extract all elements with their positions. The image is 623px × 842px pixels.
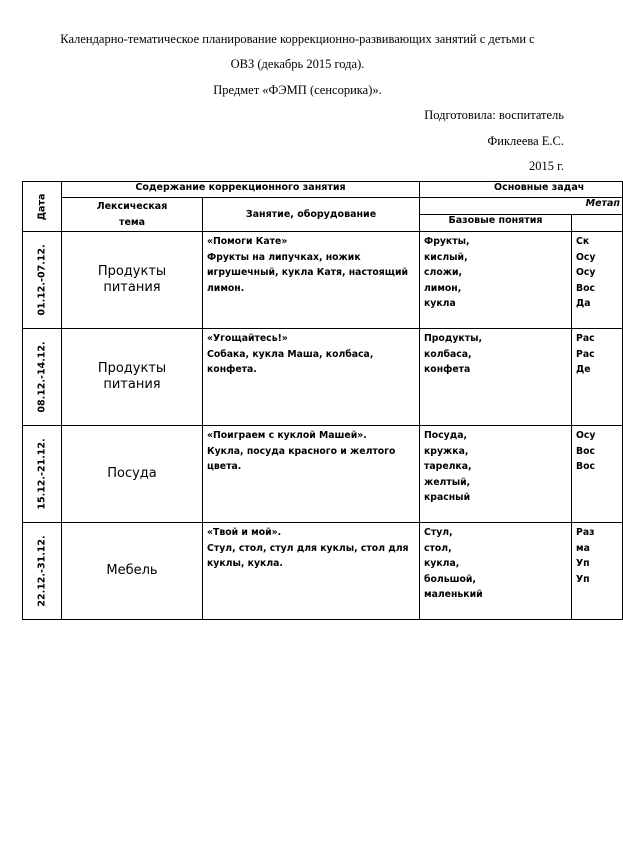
lexical-header-line1: Лексическая (96, 201, 168, 212)
lesson-cell (203, 426, 420, 523)
concept-item: красный (424, 492, 471, 503)
subgroup-header: Метап (420, 198, 623, 215)
author-line: Фиклеева Е.С. (487, 134, 564, 148)
concept-item: маленький (424, 589, 483, 600)
title-line-2: ОВЗ (декабрь 2015 года). (230, 57, 365, 71)
prepared-by-line: Подготовила: воспитатель (424, 108, 564, 122)
concept-item: желтый, (424, 476, 471, 488)
theme-cell (62, 329, 203, 426)
theme-line1: Посуда (107, 466, 157, 481)
tasks-group-header: Основные задач (420, 182, 623, 198)
year-line: 2015 г. (529, 159, 564, 173)
theme-cell (62, 523, 203, 620)
task-item: Вос (576, 445, 595, 457)
concept-item: кислый, (424, 251, 468, 263)
task-item: ма (576, 542, 590, 554)
tasks-cell (572, 232, 623, 329)
lesson-cell (203, 232, 420, 329)
table-row (23, 523, 623, 620)
table-row (23, 426, 623, 523)
title-line-1: Календарно-тематическое планирование коррекционно-развивающих занятий с детьми с (60, 32, 535, 46)
tasks-cell (572, 329, 623, 426)
concept-item: Фрукты, (424, 236, 470, 247)
concept-item: колбаса, (424, 348, 472, 360)
date-label: 15.12.-21.12. (36, 438, 48, 510)
lesson-title: «Поиграем с куклой Машей». (207, 430, 367, 441)
concept-item: лимон, (424, 282, 462, 294)
date-cell (23, 426, 62, 523)
task-item: Вос (576, 461, 595, 472)
planning-table (22, 181, 623, 620)
lesson-equipment: Стул, стол, стул для куклы, стол для куклы, кукла. (207, 542, 409, 569)
lesson-equipment: Собака, кукла Маша, колбаса, конфета. (207, 348, 374, 375)
theme-line1: Мебель (106, 563, 158, 578)
date-cell (23, 329, 62, 426)
tasks-subheader-empty (572, 215, 623, 232)
basic-concepts-header: Базовые понятия (420, 215, 572, 232)
lesson-title: «Угощайтесь!» (207, 333, 288, 344)
task-item: Рас (576, 348, 595, 360)
concept-item: конфета (424, 364, 471, 375)
concepts-cell (420, 232, 572, 329)
table-row (23, 329, 623, 426)
theme-cell (62, 232, 203, 329)
task-item: Осу (576, 251, 596, 263)
subject-line: Предмет «ФЭМП (сенсорика)». (213, 83, 382, 97)
lexical-theme-header (62, 198, 203, 232)
theme-line2: питания (103, 377, 161, 392)
concepts-cell (420, 426, 572, 523)
task-item: Осу (576, 267, 596, 278)
concept-item: кукла, (424, 558, 460, 569)
task-item: Осу (576, 430, 596, 441)
lesson-title: «Помоги Кате» (207, 236, 288, 247)
date-cell (23, 232, 62, 329)
concepts-cell (420, 523, 572, 620)
task-item: Вос (576, 282, 595, 294)
table-header-row-1 (23, 182, 623, 198)
task-item: Уп (576, 573, 590, 585)
tasks-cell (572, 523, 623, 620)
lesson-title: «Твой и мой». (207, 527, 282, 538)
lesson-equipment: Фрукты на липучках, ножик игрушечный, кукла Катя, настоящий лимон. (207, 251, 409, 294)
concept-item: кукла (424, 298, 456, 309)
date-label: 01.12.-07.12. (36, 244, 48, 316)
task-item: Да (576, 298, 591, 309)
date-header: Дата (36, 193, 48, 220)
concept-item: стол, (424, 542, 452, 554)
theme-cell (62, 426, 203, 523)
concept-item: тарелка, (424, 461, 472, 472)
task-item: Де (576, 364, 591, 375)
concepts-cell (420, 329, 572, 426)
concept-item: кружка, (424, 445, 469, 457)
task-item: Ск (576, 236, 590, 247)
concept-item: Посуда, (424, 430, 468, 441)
lesson-header: Занятие, оборудование (203, 198, 420, 232)
concept-item: большой, (424, 573, 476, 585)
concept-item: Стул, (424, 527, 453, 538)
tasks-cell (572, 426, 623, 523)
table-row (23, 232, 623, 329)
lesson-equipment: Кукла, посуда красного и желтого цвета. (207, 445, 396, 472)
task-item: Рас (576, 333, 595, 344)
lesson-cell (203, 523, 420, 620)
date-label: 08.12.-14.12. (36, 341, 48, 413)
date-header-cell (23, 182, 62, 232)
concept-item: сложи, (424, 267, 463, 278)
table-header-row-2 (23, 198, 623, 215)
date-label: 22.12.-31.12. (36, 535, 48, 607)
theme-line2: питания (103, 280, 161, 295)
theme-line1: Продукты (97, 264, 167, 279)
date-cell (23, 523, 62, 620)
theme-line1: Продукты (97, 361, 167, 376)
task-item: Раз (576, 527, 595, 538)
lesson-cell (203, 329, 420, 426)
task-item: Уп (576, 558, 590, 569)
content-group-header: Содержание коррекционного занятия (62, 182, 420, 198)
concept-item: Продукты, (424, 333, 483, 344)
lexical-header-line2: тема (118, 217, 146, 228)
